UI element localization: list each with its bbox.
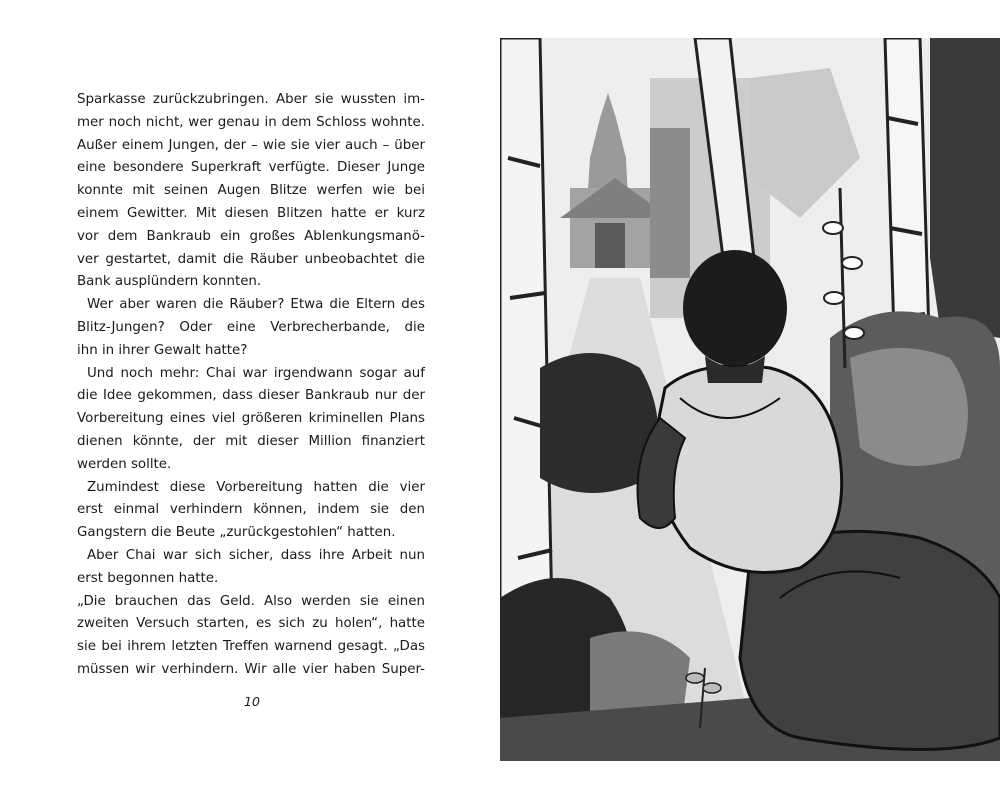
text-line: Und noch mehr: Chai war irgendwann sogar auf bbox=[87, 365, 425, 381]
text-line: dienen könnte, der mit dieser Million finanziert bbox=[77, 433, 425, 449]
text-line: mer noch nicht, wer genau in dem Schloss wohnte. bbox=[77, 114, 425, 130]
text-line: Aber Chai war sich sicher, dass ihre Arbeit nun bbox=[87, 547, 425, 563]
text-line: zweiten Versuch starten, es sich zu holen“, hatte bbox=[77, 616, 425, 632]
text-line: eine besondere Superkraft verfügte. Dieser Junge bbox=[77, 160, 425, 176]
text-line: die Idee gekommen, dass dieser Bankraub nur der bbox=[77, 388, 425, 404]
text-line: erst begonnen hatte. bbox=[77, 570, 219, 586]
text-line: Bank ausplündern konnten. bbox=[77, 274, 262, 290]
text-line: sie bei ihrem letzten Treffen warnend gesagt. „Das bbox=[77, 639, 425, 655]
illustration-icon bbox=[500, 38, 1000, 761]
text-line: Zumindest diese Vorbereitung hatten die vier bbox=[87, 479, 425, 495]
page-number: 10 bbox=[244, 694, 260, 709]
text-line: vor dem Bankraub ein großes Ablenkungsmanö- bbox=[77, 228, 425, 244]
text-line: Sparkasse zurückzubringen. Aber sie wussten im- bbox=[77, 92, 425, 107]
text-line: Vorbereitung eines viel größeren kriminellen Plans bbox=[77, 411, 425, 427]
book-text-page bbox=[77, 89, 425, 682]
text-line: einem Gewitter. Mit diesen Blitzen hatte er kurz bbox=[77, 205, 425, 221]
forest-boy-lying-illustration bbox=[500, 38, 1000, 761]
text-line: Gangstern die Beute „zurückgestohlen“ hatten. bbox=[77, 525, 396, 541]
text-line: werden sollte. bbox=[77, 456, 172, 472]
text-line: ver gestartet, damit die Räuber unbeobachtet die bbox=[77, 251, 425, 267]
text-line: Außer einem Jungen, der – wie sie vier auch – über bbox=[77, 137, 425, 153]
text-line: „Die brauchen das Geld. Also werden sie einen bbox=[77, 593, 425, 609]
text-line: erst einmal verhindern können, indem sie den bbox=[77, 502, 425, 518]
text-line: konnte mit seinen Augen Blitze werfen wie bei bbox=[77, 183, 425, 199]
text-line: Wer aber waren die Räuber? Etwa die Eltern des bbox=[87, 297, 425, 313]
text-line: Blitz-Jungen? Oder eine Verbrecherbande, die bbox=[77, 319, 425, 335]
text-line: ihn in ihrer Gewalt hatte? bbox=[77, 342, 248, 358]
text-line: müssen wir verhindern. Wir alle vier haben Super- bbox=[77, 661, 425, 677]
